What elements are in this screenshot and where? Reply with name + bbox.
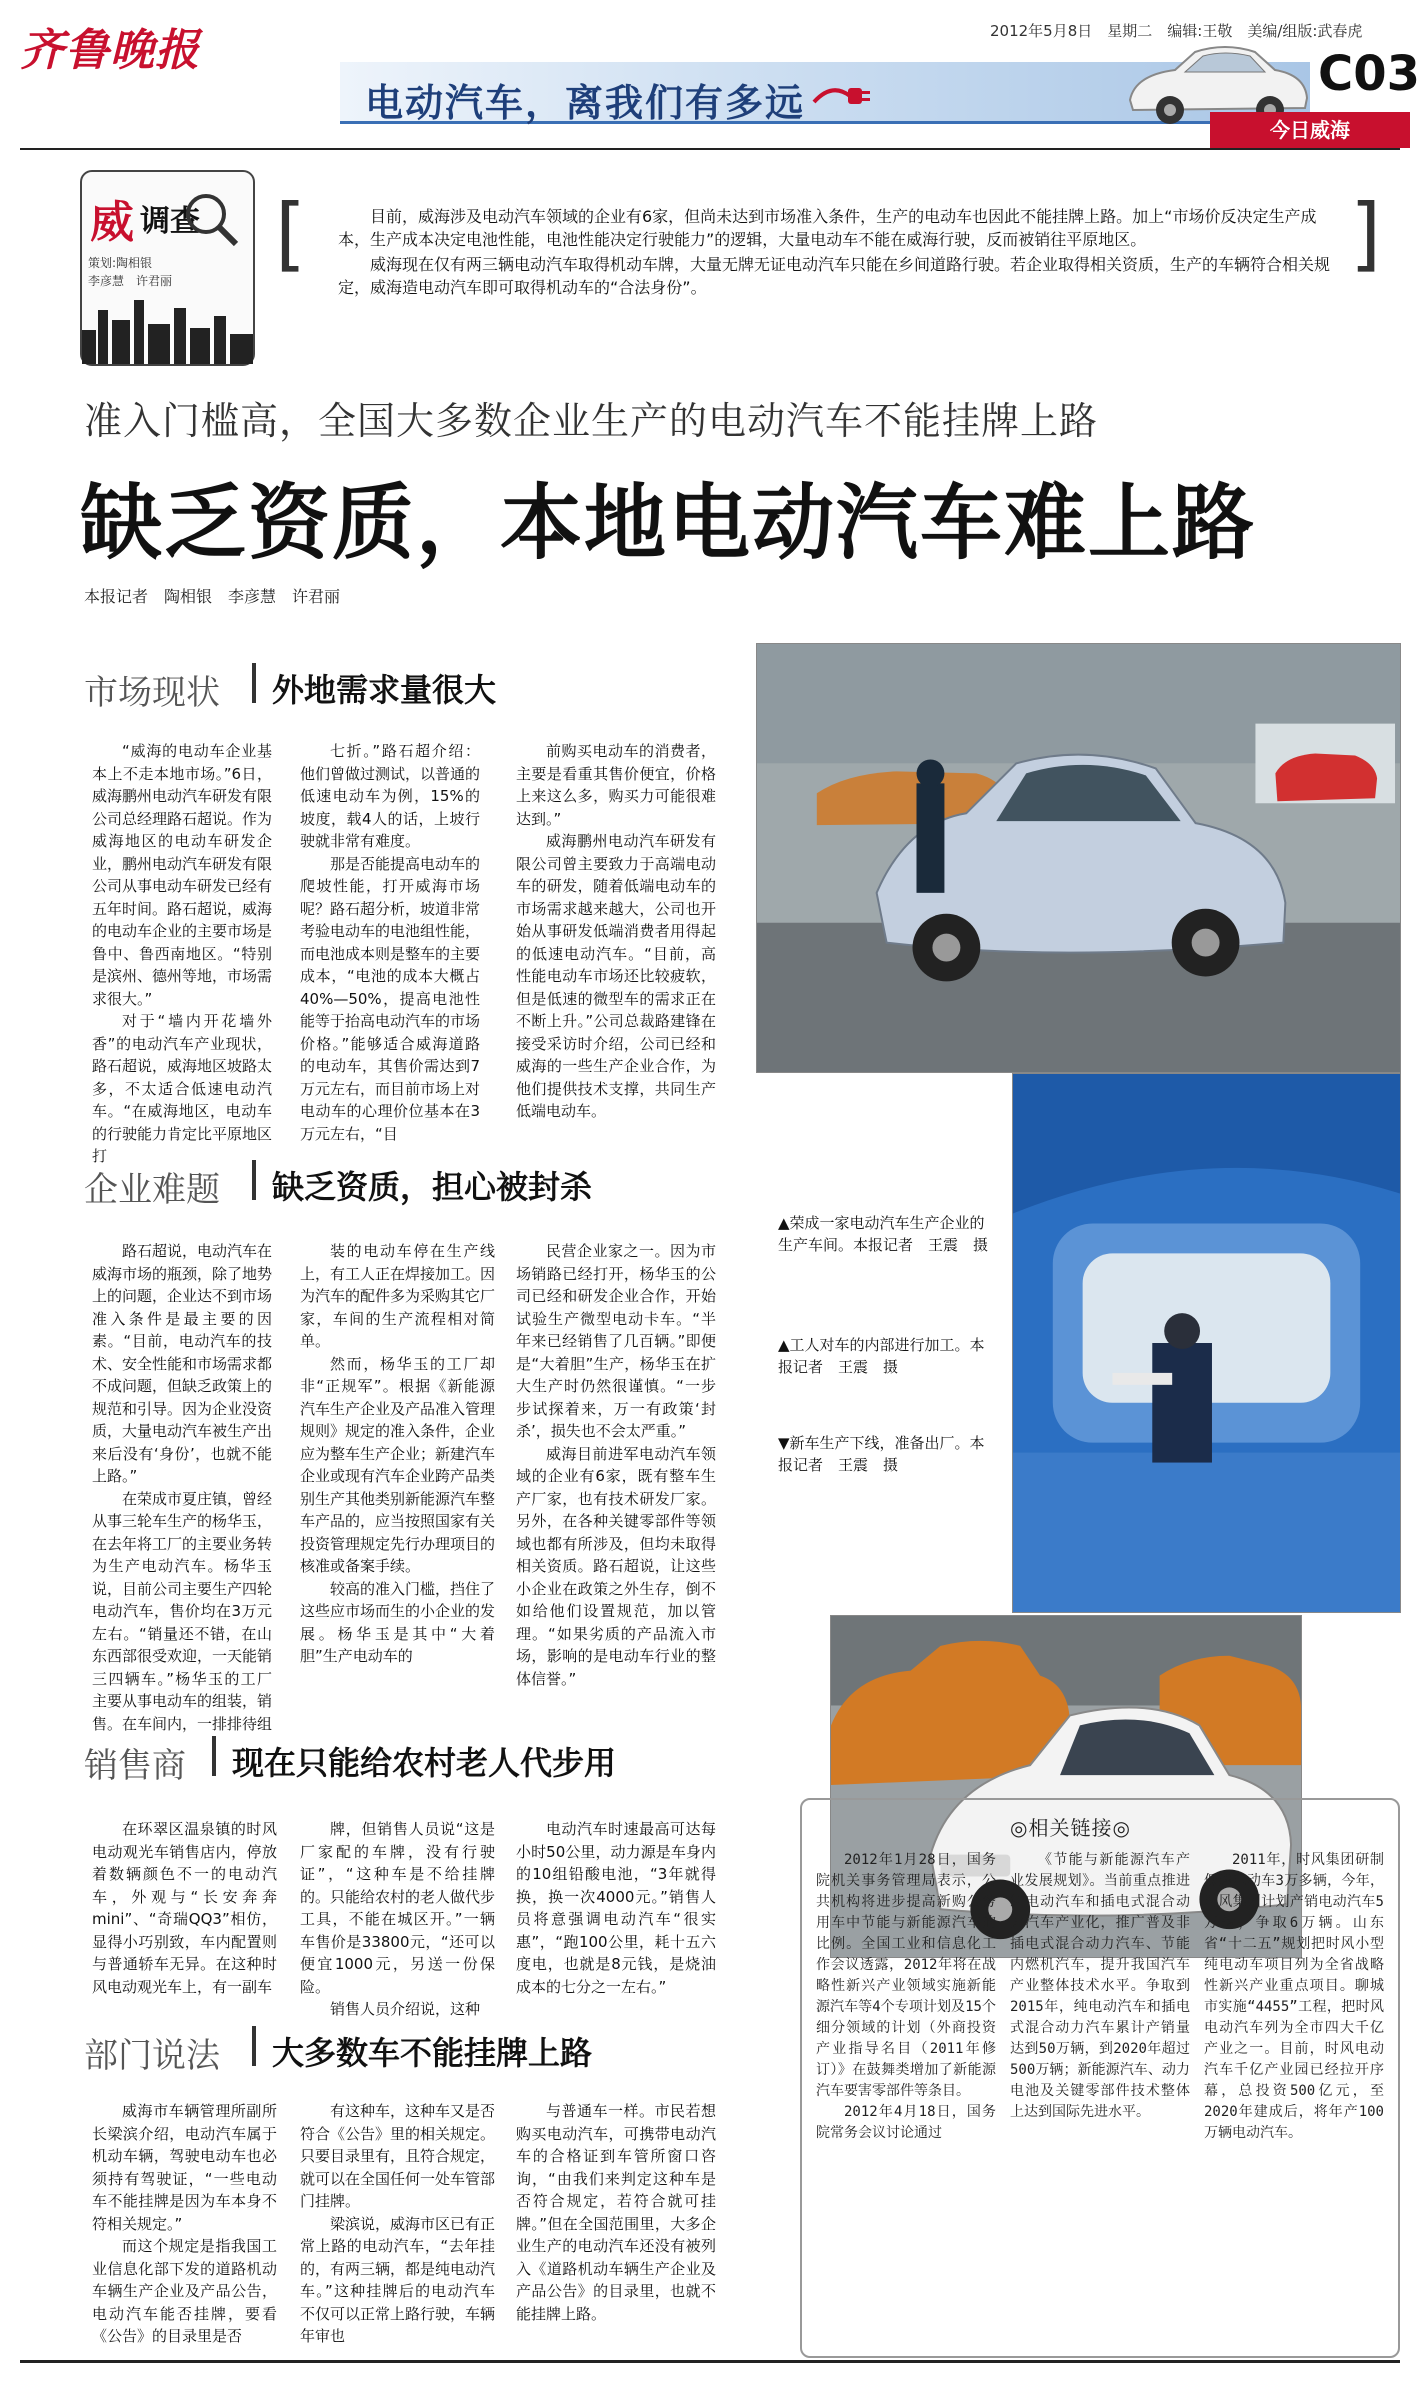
investigation-label-big: 威: [90, 197, 134, 248]
paragraph: 那是否能提高电动车的爬坡性能，打开威海市场呢？路石超分析，坡道非常考验电动车的电池组性能，而电池成本则是整车的主要成本，“电池的成本大概占40%—50%，提高电池性能等于抬高电动汽车的市场价格。”能够适合威海道路的电动车，其售价需达到7万元左右，而目前市场上对电动车的心理价位基本在3万元左右，“目: [300, 854, 481, 1143]
article-column: [300, 1818, 495, 2023]
section-title: 现在只能给农村老人代步用: [232, 1744, 617, 1782]
paragraph: 威海市车辆管理所副所长梁滨介绍，电动汽车属于机动车辆，驾驶电动车也必须持有驾驶证，“一些电动车不能挂牌是因为车本身不符相关规定。”: [92, 2102, 277, 2233]
article-column: [516, 740, 716, 1120]
section-label: 销售商: [84, 1746, 186, 1786]
page-number: C03: [1318, 46, 1420, 102]
lead-bracket-left: [: [275, 187, 307, 280]
article-column: [92, 1240, 273, 1733]
section-divider: [252, 1160, 256, 1200]
section-divider: [252, 663, 256, 703]
photo-caption: ▲工人对车的内部进行加工。本报记者 王震 摄: [778, 1336, 985, 1376]
article-column: [92, 2100, 277, 2350]
city-skyline-graphic: [82, 290, 253, 364]
section-title: 缺乏资质，担心被封杀: [272, 1168, 593, 1206]
paragraph: 民营企业家之一。因为市场销路已经打开，杨华玉的公司已经和研发企业合作，开始试验生产微型电动卡车。“半年来已经销售了几百辆。”即便是“大着胆”生产，杨华玉在扩大生产时仍然很谨慎。“一步步试探着来，万一有政策‘封杀’，损失也不会太严重。”: [516, 1242, 716, 1440]
lead-paragraph: 目前，威海涉及电动汽车领域的企业有6家，但尚未达到市场准入条件，生产的电动车也因此不能挂牌上路。加上“市场价反决定生产成本，生产成本决定电池性能，电池性能决定行驶能力”的逻辑，大量电动车不能在威海行驶，反而被销往平原地区。: [338, 207, 1317, 249]
header-divider: [20, 148, 1400, 150]
investigation-label-small: 调查: [140, 204, 200, 239]
charging-plug-icon: [812, 72, 872, 116]
lead-bracket-right: ]: [1350, 187, 1382, 280]
article-column: [300, 1240, 495, 1690]
lead-paragraph: 威海现在仅有两三辆电动汽车取得机动车牌，大量无牌无证电动汽车只能在乡间道路行驶。若企业取得相关资质，生产的车辆符合相关规定，威海造电动汽车即可取得机动车的“合法身份”。: [338, 255, 1331, 297]
related-links-title: ◎相关链接◎: [1010, 1816, 1131, 1840]
paragraph: 《节能与新能源汽车产业发展规划》。当前重点推进纯电动汽车和插电式混合动力汽车产业化，推广普及非插电式混合动力汽车、节能内燃机汽车，提升我国汽车产业整体技术水平。争取到2015年，纯电动汽车和插电式混合动力汽车累计产销量达到50万辆，到2020年超过500万辆；新能源汽车、动力电池及关键零部件技术整体上达到国际先进水平。: [1010, 1852, 1190, 2120]
related-column: [1010, 1850, 1190, 2350]
section-title: 大多数车不能挂牌上路: [272, 2034, 593, 2072]
paragraph: 在环翠区温泉镇的时风电动观光车销售店内，停放着数辆颜色不一的电动汽车，外观与“长安奔奔mini”、“奇瑞QQ3”相仿，显得小巧别致，车内配置则与普通轿车无异。在这种时风电动观光车上，有一副车: [92, 1820, 277, 1996]
paragraph: 威海鹏州电动汽车研发有限公司曾主要致力于高端电动车的研发，随着低端电动车的市场需求越来越大，公司也开始从事研发低端消费者用得起的低速电动汽车。“目前，高性能电动车市场还比较疲软，但是低速的微型车的需求正在不断上升。”公司总裁路建锋在接受采访时介绍，公司已经和威海的一些生产企业合作，为他们提供技术支撑，共同生产低端电动车。: [516, 832, 716, 1120]
section-tag: 今日威海: [1210, 112, 1410, 148]
paragraph: 威海目前进军电动汽车领域的企业有6家，既有整车生产厂家，也有技术研发厂家。另外，在各种关键零部件等领域也都有所涉及，但均未取得相关资质。路石超说，让这些小企业在政策之外生存，倒不如给他们设置规范，加以管理。“如果劣质的产品流入市场，影响的是电动车行业的整体信誉。”: [516, 1444, 716, 1688]
lead-summary: [338, 205, 1343, 301]
photo-caption: ▲荣成一家电动汽车生产企业的生产车间。本报记者 王震 摄: [778, 1214, 989, 1254]
series-title: 电动汽车，离我们有多远: [365, 81, 806, 125]
paragraph: 梁滨说，威海市区已有正常上路的电动汽车，“去年挂的，有两三辆，都是纯电动汽车。”这种挂牌后的电动汽车不仅可以正常上路行驶，车辆年审也: [300, 2214, 496, 2345]
paragraph: 在荣成市夏庄镇，曾经从事三轮车生产的杨华玉，在去年将工厂的主要业务转为生产电动汽车。杨华玉说，目前公司主要生产四轮电动汽车，售价均在3万元左右。“销量还不错，在山东西部很受欢迎，一天能销三四辆车。”杨华玉的工厂主要从事电动车的组装，销售。在车间内，一排排待组: [92, 1489, 273, 1733]
paragraph: 牌，但销售人员说“这是厂家配的车牌，没有行驶证”，“这种车是不给挂牌的。只能给农村的老人做代步工具，不能在城区开。”一辆车售价是33800元，“还可以便宜1000元，另送一份保险。: [300, 1820, 496, 1996]
article-column: [92, 1818, 277, 2023]
footer-divider: [20, 2360, 1400, 2363]
paragraph: 电动汽车时速最高可达每小时50公里，动力源是车身内的10组铅酸电池，“3年就得换，换一次4000元。”销售人员将意强调电动汽车“很实惠”，“跑100公里，耗十五六度电，也就是8元钱，是烧油成本的七分之一左右。”: [516, 1820, 716, 1996]
article-byline: 本报记者 陶相银 李彦慧 许君丽: [84, 587, 341, 606]
section-divider: [252, 2026, 256, 2066]
article-column: [516, 1818, 716, 2023]
paragraph: “威海的电动车企业基本上不走本地市场。”6日，威海鹏州电动汽车研发有限公司总经理路石超说。作为威海地区的电动车研发企业，鹏州电动汽车研发有限公司从事电动车研发已经有五年时间。路石超说，威海的电动车企业的主要市场是鲁中、鲁西南地区。“特别是滨州、德州等地，市场需求很大。”: [92, 742, 273, 1008]
paragraph: 路石超说，电动汽车在威海市场的瓶颈，除了地势上的问题，企业达不到市场准入条件是最主要的因素。“目前，电动汽车的技术、安全性能和市场需求都不成问题，但缺乏政策上的规范和引导。因为企业没资质，大量电动汽车被生产出来后没有‘身份’，也就不能上路。”: [92, 1242, 273, 1485]
interior-photo: [1012, 1073, 1401, 1613]
section-label: 部门说法: [84, 2036, 220, 2076]
section-label: 企业难题: [84, 1170, 220, 1210]
photo-caption: ▼新车生产下线，准备出厂。本报记者 王震 摄: [778, 1434, 985, 1474]
magnifier-icon: [180, 188, 240, 248]
masthead-logo: 齐鲁晚报: [20, 25, 200, 76]
section-label: 市场现状: [84, 673, 220, 713]
paragraph: 有这种车，这种车又是否符合《公告》里的相关规定。只要目录里有，且符合规定，就可以在全国任何一处车管部门挂牌。: [300, 2102, 496, 2210]
paragraph: 与普通车一样。市民若想购买电动汽车，可携带电动汽车的合格证到车管所窗口咨询，“由我们来判定这种车是否符合规定，若符合就可挂牌。”但在全国范围里，大多企业生产的电动汽车还没有被列入《道路机动车辆生产企业及产品公告》的目录里，也就不能挂牌上路。: [516, 2102, 716, 2323]
article-column: [300, 740, 481, 1143]
investigation-credits: 策划:陶相银 李彦慧 许君丽: [88, 256, 173, 288]
paragraph: 而这个规定是指我国工业信息化部下发的道路机动车辆生产企业及产品公告，电动汽车能否挂牌，要看《公告》的目录里是否: [92, 2237, 277, 2345]
issue-meta: 2012年5月8日 星期二 编辑:王敬 美编/组版:武春虎: [990, 22, 1363, 40]
related-column: [1204, 1850, 1384, 2350]
section-title: 外地需求量很大: [272, 671, 497, 709]
article-headline: 缺乏资质，本地电动汽车难上路: [80, 476, 1257, 571]
factory-photo: [756, 643, 1401, 1073]
paragraph: 装的电动车停在生产线上，有工人正在焊接加工。因为汽车的配件多为采购其它厂家，车间的生产流程相对简单。: [300, 1242, 496, 1350]
article-column: [516, 2100, 716, 2350]
article-column: [300, 2100, 495, 2350]
paragraph: 然而，杨华玉的工厂却非“正规军”。根据《新能源汽车生产企业及产品准入管理规则》规定的准入条件，企业应为整车生产企业；新建汽车企业或现有汽车企业跨产品类别生产其他类别新能源汽车整车产品的，应当按照国家有关投资管理规定先行办理项目的核准或备案手续。: [300, 1354, 496, 1575]
article-column: [92, 740, 273, 1165]
paragraph: 较高的准入门槛，挡住了这些应市场而生的小企业的发展。杨华玉是其中“大着胆”生产电动车的: [300, 1579, 496, 1665]
paragraph: 2012年4月18日，国务院常务会议讨论通过: [816, 2104, 996, 2141]
section-divider: [212, 1736, 216, 1776]
related-column: [816, 1850, 996, 2350]
paragraph: 2012年1月28日，国务院机关事务管理局表示，公共机构将进步提高新购公务用车中节能与新能源汽车的比例。全国工业和信息化工作会议透露，2012年将在战略性新兴产业领域实施新能源汽车等4个专项计划及15个细分领域的计划（外商投资产业指导名目（2011年修订）》在鼓舞类增加了新能源汽车要害零部件等条目。: [816, 1852, 996, 2099]
article-subhead: 准入门槛高，全国大多数企业生产的电动汽车不能挂牌上路: [84, 399, 1099, 443]
paragraph: 对于“墙内开花墙外香”的电动汽车产业现状，路石超说，威海地区坡路太多，不太适合低速电动汽车。“在威海地区，电动车的行驶能力肯定比平原地区打: [92, 1012, 273, 1165]
paragraph: 前购买电动车的消费者，主要是看重其售价便宜，价格上来这么多，购买力可能很难达到。”: [516, 742, 716, 828]
article-column: [516, 1240, 716, 1690]
paragraph: 销售人员介绍说，这种: [330, 2000, 481, 2018]
paragraph: 2011年，时风集团研制低速电动车3万多辆，今年，时风集团计划产销电动汽车5万辆，争取6万辆。山东省“十二五”规划把时风小型纯电动车项目列为全省战略性新兴产业重点项目。聊城市实施“4455”工程，把时风电动汽车列为全市四大千亿产业之一。目前，时风电动汽车千亿产业园已经拉开序幕，总投资500亿元，至2020年建成后，将年产100万辆电动汽车。: [1204, 1852, 1384, 2141]
paragraph: 七折。”路石超介绍：他们曾做过测试，以普通的低速电动车为例，15%的坡度，载4人的话，上坡行驶就非常有难度。: [300, 742, 481, 850]
